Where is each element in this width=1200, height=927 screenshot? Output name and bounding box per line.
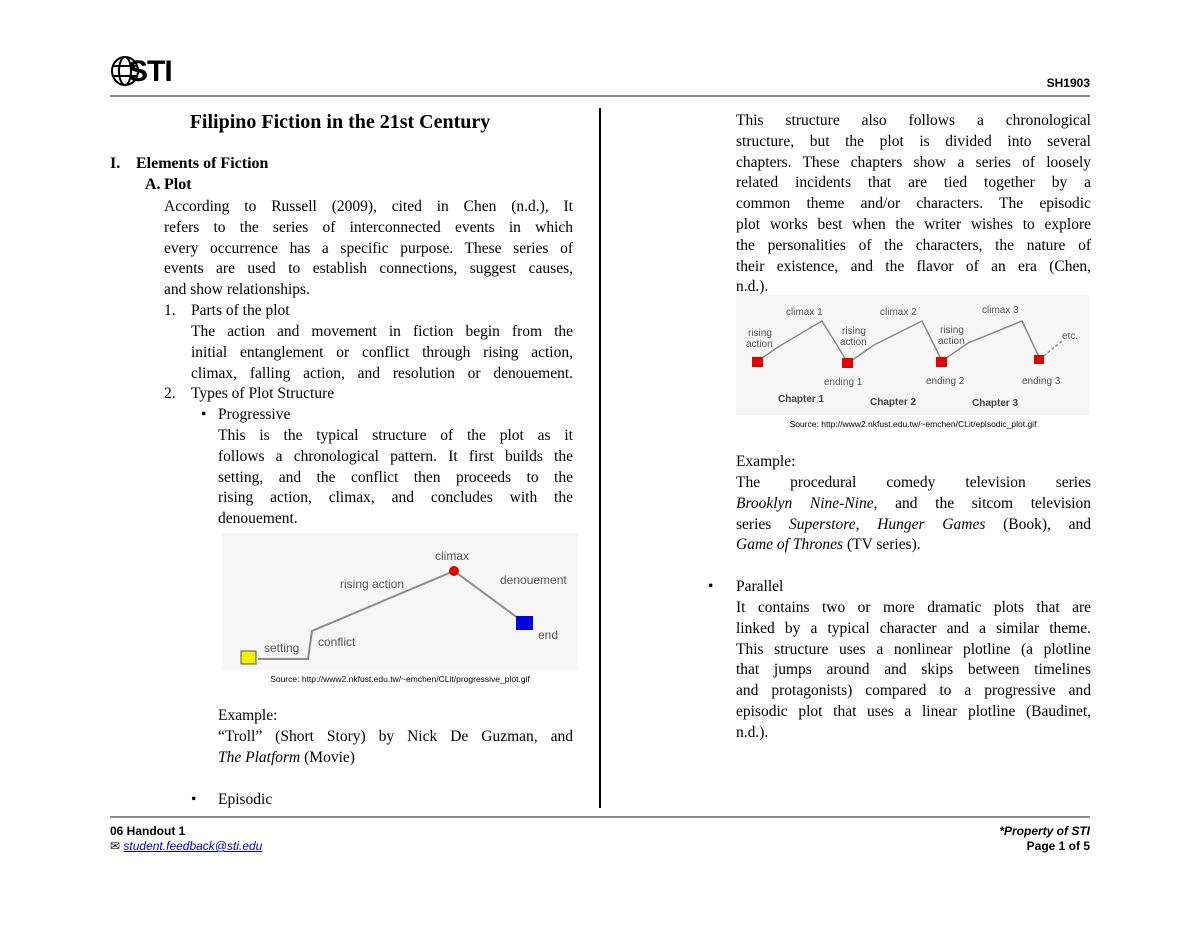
episodic-text xyxy=(736,111,1091,298)
text-line: rising action, climax, and concludes with the xyxy=(218,489,573,507)
example-line xyxy=(736,494,1091,515)
label-climax: climax xyxy=(435,549,470,563)
text-line: initial entanglement or conflict through rising action, xyxy=(191,343,573,361)
text-line: This is the typical structure of the plot as it xyxy=(218,427,573,444)
list-heading: Parts of the plot xyxy=(191,302,290,319)
label-ending-1: ending 1 xyxy=(824,377,863,388)
work-title: Brooklyn Nine-Nine xyxy=(736,494,874,512)
text-line: their existence, and the flavor of an era (Chen, xyxy=(736,257,1091,275)
text-line: and show relationships. xyxy=(164,281,310,299)
work-title: The Platform xyxy=(218,749,301,766)
parts-of-plot-text xyxy=(191,322,573,384)
text-line: every occurrence has a specific purpose. These series of xyxy=(164,239,573,257)
text-span: , and the sitcom television xyxy=(873,494,1091,512)
text-line: related incidents that are tied together by a xyxy=(736,174,1091,192)
section-heading: Elements of Fiction xyxy=(136,155,269,172)
label-ending-3: ending 3 xyxy=(1022,376,1061,387)
label-rising: rising xyxy=(842,326,866,337)
label-chapter-1: Chapter 1 xyxy=(778,394,825,405)
progressive-plot-figure xyxy=(222,533,578,670)
text-line: events are used to establish connections, suggest causes, xyxy=(164,260,573,278)
label-climax-2: climax 2 xyxy=(880,307,917,318)
text-line: common theme and/or characters. The episodic xyxy=(736,195,1091,213)
text-span: (Movie) xyxy=(300,749,355,766)
label-etc: etc. xyxy=(1062,331,1079,342)
text-line: chapters. These chapters show a series of loosely xyxy=(736,153,1091,171)
text-line: refers to the series of interconnected events in which xyxy=(164,218,573,236)
text-line: the personalities of the characters, the nature of xyxy=(736,236,1091,254)
text-line: This structure also follows a chronological xyxy=(736,112,1091,129)
label-denouement: denouement xyxy=(500,573,567,587)
work-title: Superstore, Hunger Games xyxy=(789,515,986,533)
label-action: action xyxy=(938,336,965,347)
list-heading: Types of Plot Structure xyxy=(191,385,335,402)
text-line: that jumps around and skips between timelines xyxy=(736,661,1091,679)
footer-rule xyxy=(110,816,1090,818)
list-heading: Episodic xyxy=(218,791,273,808)
list-heading: Parallel xyxy=(736,578,784,595)
episodic-plot-diagram xyxy=(736,295,1090,415)
bullet: • xyxy=(201,406,207,423)
header-rule xyxy=(110,95,1090,97)
text-line: follows a chronological pattern. It first builds the xyxy=(218,447,573,465)
logo-text: STI xyxy=(128,55,172,88)
setting-marker xyxy=(241,651,256,664)
episodic-examples xyxy=(736,473,1091,556)
page-number: Page 1 of 5 xyxy=(1026,839,1090,853)
text-line: This structure uses a nonlinear plotline (a plotline xyxy=(736,640,1091,658)
example-line xyxy=(218,748,355,769)
text-line: climax, falling action, and resolution or denouement. xyxy=(191,364,573,382)
section-number: I. xyxy=(110,155,121,172)
handout-label: 06 Handout 1 xyxy=(110,824,186,838)
footer-right xyxy=(999,824,1090,854)
list-number: 2. xyxy=(164,385,176,402)
subsection-heading: Plot xyxy=(164,176,192,193)
label-conflict: conflict xyxy=(318,635,356,649)
bullet: • xyxy=(708,578,714,595)
example-label: Example: xyxy=(736,453,796,470)
climax-marker xyxy=(449,566,459,576)
document-code: SH1903 xyxy=(1046,76,1090,90)
parallel-text xyxy=(736,598,1091,744)
feedback-email-link[interactable]: student.feedback@sti.edu xyxy=(123,839,263,853)
label-setting: setting xyxy=(264,641,300,655)
label-end: end xyxy=(538,628,559,642)
label-chapter-2: Chapter 2 xyxy=(870,397,917,408)
label-climax-3: climax 3 xyxy=(982,305,1019,316)
plot-definition xyxy=(164,197,573,301)
ending-marker xyxy=(752,357,763,367)
label-action: action xyxy=(840,337,867,348)
text-line: structure, but the plot is divided into several xyxy=(736,132,1091,150)
text-span: (TV series). xyxy=(843,536,921,554)
progressive-plot-diagram xyxy=(222,533,578,670)
label-climax-1: climax 1 xyxy=(786,307,823,318)
subsection-number: A. xyxy=(145,176,161,193)
figure-source: Source: http://www2.nkfust.edu.tw/~emchen/CLit/episodic_plot.gif xyxy=(789,419,1037,429)
example-line: “Troll” (Short Story) by Nick De Guzman, and xyxy=(218,728,573,745)
text-span: (Book), and xyxy=(985,515,1091,533)
example-line xyxy=(736,535,1091,556)
ending-marker xyxy=(842,358,853,368)
bullet: • xyxy=(191,791,197,808)
list-number: 1. xyxy=(164,302,176,319)
text-line: plot works best when the writer wishes to explore xyxy=(736,215,1091,233)
text-line: denouement. xyxy=(218,510,298,528)
text-line: n.d.). xyxy=(736,723,769,741)
list-heading: Progressive xyxy=(218,406,291,423)
example-line: The procedural comedy television series xyxy=(736,474,1091,491)
text-line: linked by a typical character and a similar theme. xyxy=(736,619,1091,637)
text-line: The action and movement in fiction begin from the xyxy=(191,323,573,340)
label-rising-action: rising action xyxy=(340,577,405,591)
text-line: It contains two or more dramatic plots that are xyxy=(736,599,1091,616)
text-line: n.d.). xyxy=(736,278,769,296)
progressive-text xyxy=(218,426,573,530)
footer-left xyxy=(110,824,262,854)
ending-marker xyxy=(1034,355,1044,364)
label-rising: rising xyxy=(940,325,964,336)
text-line: and protagonists) compared to a progressive and xyxy=(736,682,1091,700)
text-span: series xyxy=(736,515,790,533)
mail-icon: ✉ xyxy=(110,839,121,853)
example-label: Example: xyxy=(218,707,278,724)
episodic-plot-figure xyxy=(736,295,1090,415)
label-ending-2: ending 2 xyxy=(926,376,965,387)
property-notice: *Property of STI xyxy=(999,824,1090,838)
label-chapter-3: Chapter 3 xyxy=(972,398,1019,409)
figure-source: Source: http://www2.nkfust.edu.tw/~emchen/CLit/progressive_plot.gif xyxy=(270,674,530,684)
footer-email-row xyxy=(110,839,262,854)
example-line xyxy=(736,515,1091,536)
work-title: Game of Thrones xyxy=(736,536,844,554)
text-line: setting, and the conflict then proceeds to the xyxy=(218,468,573,486)
text-line: episodic plot that uses a linear plotline (Baudinet, xyxy=(736,702,1091,720)
label-rising: rising xyxy=(748,328,772,339)
page-title: Filipino Fiction in the 21st Century xyxy=(189,111,491,133)
label-action: action xyxy=(746,339,773,350)
ending-marker xyxy=(936,357,947,367)
end-marker xyxy=(516,616,533,630)
text-line: According to Russell (2009), cited in Chen (n.d.), It xyxy=(164,198,573,215)
column-divider xyxy=(599,108,601,808)
